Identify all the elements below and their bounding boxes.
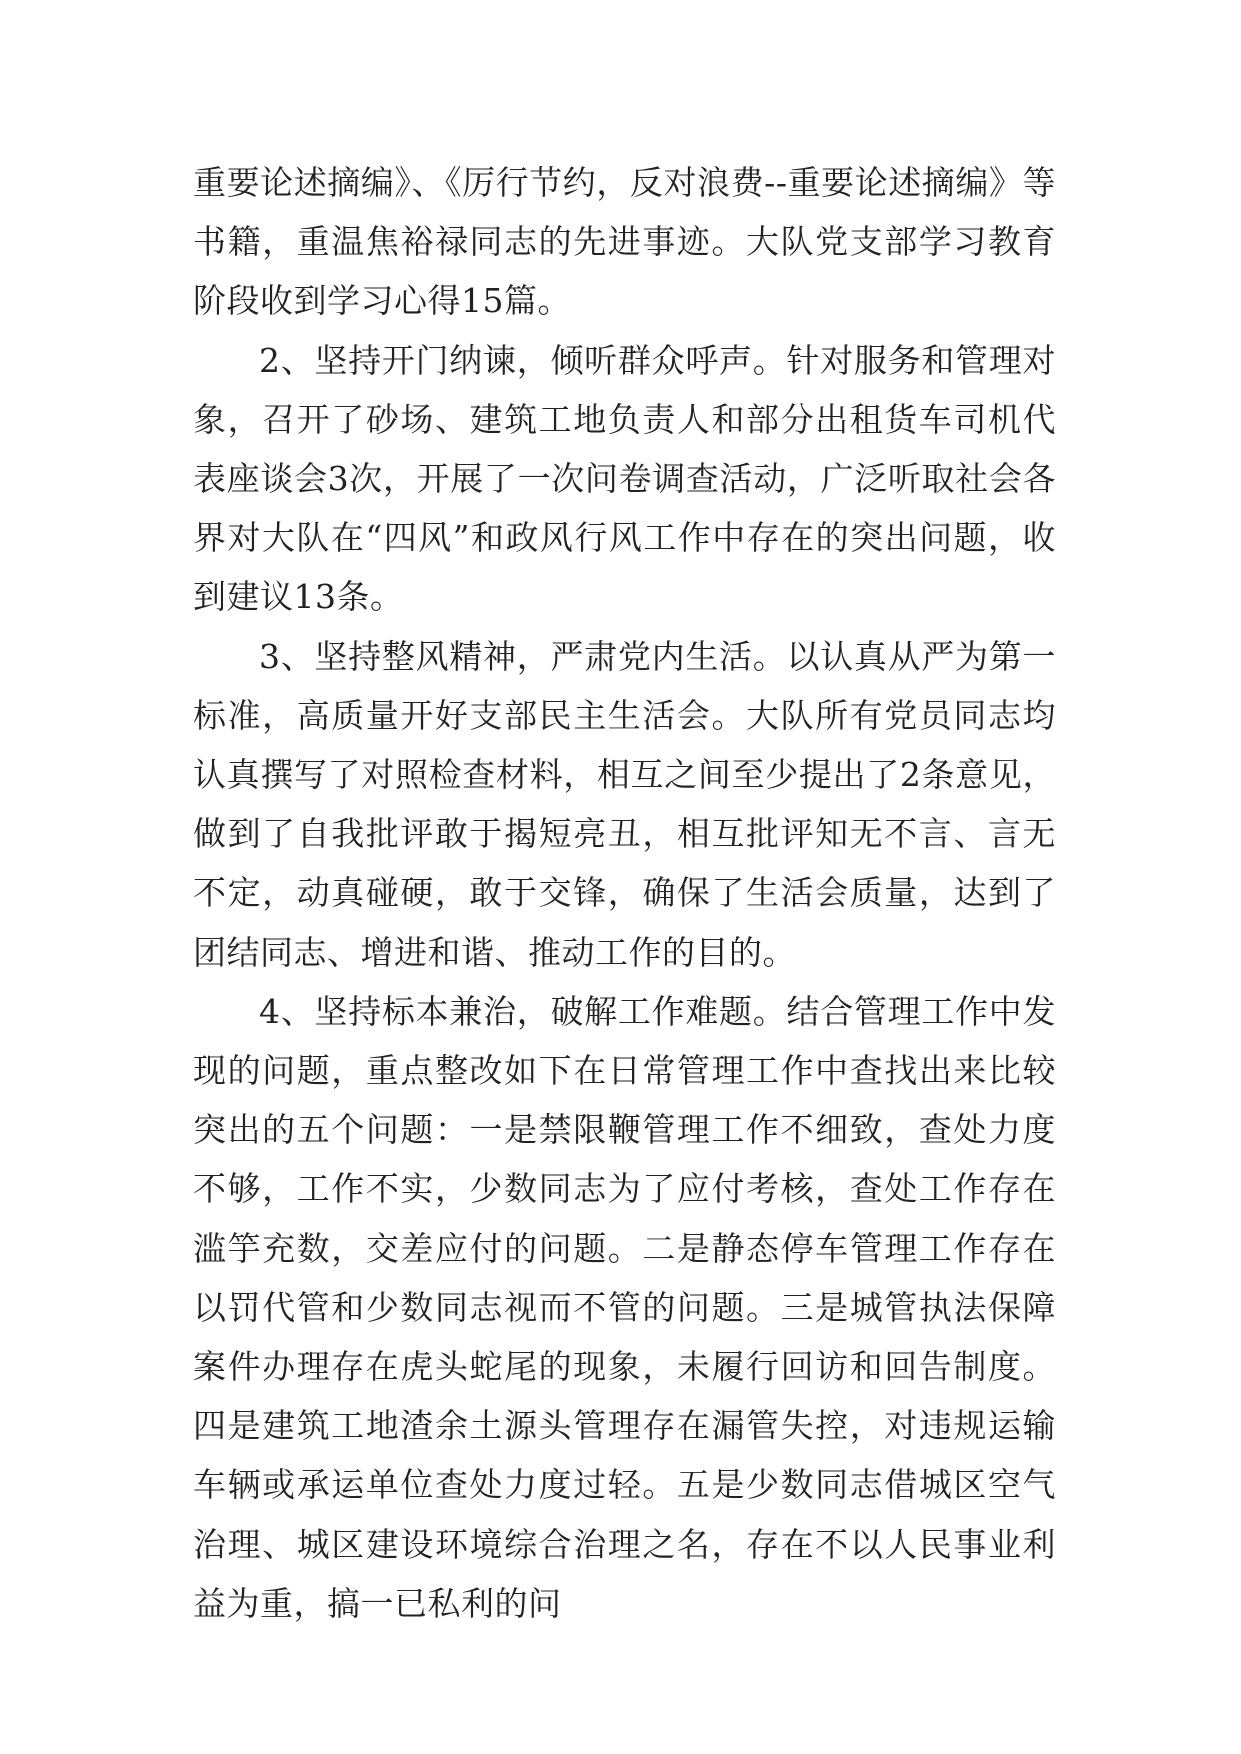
paragraph-2: 2、坚持开门纳谏，倾听群众呼声。针对服务和管理对象，召开了砂场、建筑工地负责人和部分出租货车司机代表座谈会3次，开展了一次问卷调查活动，广泛听取社会各界对大队在“四风”和政风行风工作中存在的突出问题，收到建议13条。 — [193, 340, 1056, 617]
document-body — [193, 153, 1056, 1633]
paragraph-4: 4、坚持标本兼治，破解工作难题。结合管理工作中发现的问题，重点整改如下在日常管理工作中查找出来比较突出的五个问题：一是禁限鞭管理工作不细致，查处力度不够，工作不实，少数同志为了应付考核，查处工作存在滥竽充数，交差应付的问题。二是静态停车管理工作存在以罚代管和少数同志视而不管的问题。三是城管执法保障案件办理存在虎头蛇尾的现象，未履行回访和回告制度。四是建筑工地渣余土源头管理存在漏管失控，对违规运输车辆或承运单位查处力度过轻。五是少数同志借城区空气治理、城区建设环境综合治理之名，存在不以人民事业利益为重，搞一已私利的问 — [193, 991, 1056, 1623]
paragraph-1: 重要论述摘编》、《厉行节约，反对浪费--重要论述摘编》等书籍，重温焦裕禄同志的先进事迹。大队党支部学习教育阶段收到学习心得15篇。 — [193, 163, 1056, 321]
paragraph-3: 3、坚持整风精神，严肃党内生活。以认真从严为第一标准，高质量开好支部民主生活会。大队所有党员同志均认真撰写了对照检查材料，相互之间至少提出了2条意见，做到了自我批评敢于揭短亮丑，相互批评知无不言、言无不定，动真碰硬，敢于交锋，确保了生活会质量，达到了团结同志、增进和谐、推动工作的目的。 — [193, 636, 1056, 972]
